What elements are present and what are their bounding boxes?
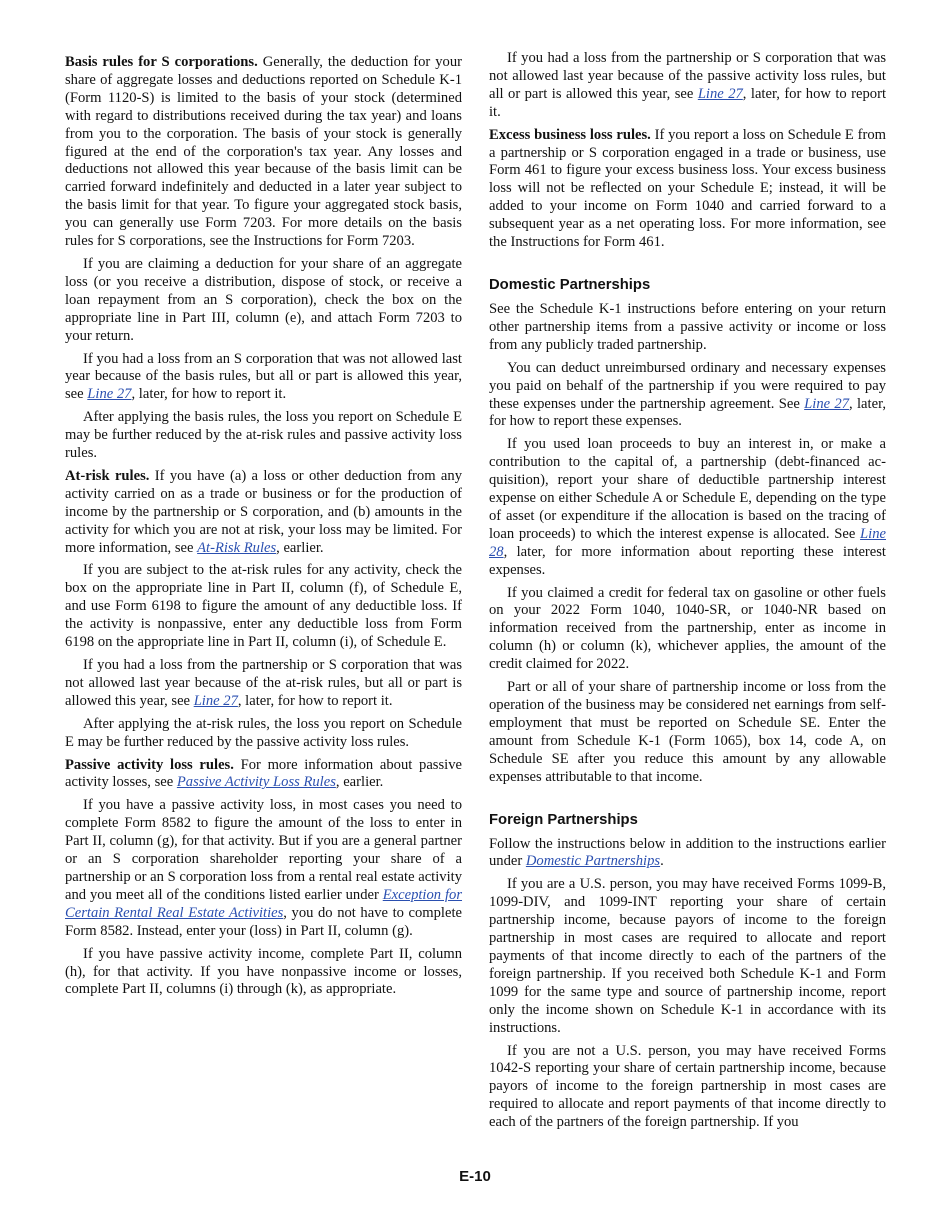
basis-loss-carryover-paragraph: If you had a loss from an S corporation that was not allowed last year because of the basis rules, but all or part is allowed this year, see Line 27, later, for how to report it. [65, 350, 462, 403]
self-employment-paragraph: Part or all of your share of partnership income or loss from the operation of the business may be considered net earnings from self-employment that must be reported on Schedule SE. Enter the amount from Schedule K-1 (Form 1065), box 14, code A, on Schedule SE after you reduce this amount by any allowable expenses attributable to that income. [489, 679, 886, 785]
loan-proceeds-paragraph: If you used loan proceeds to buy an interest in, or make a contribution to the capital of, a partnership (debt-financed acquisition), report your share of deductible partnership interest expense on either Schedule A or Schedule E, depending on the type of asset (or expenditure if the allocation is based on the tracing of loan proceeds) to which the interest expense is allocated. See Line 28, later, for more information about reporting these interest expenses. [489, 436, 886, 578]
unreimbursed-expenses-paragraph: You can deduct unreimbursed ordinary and necessary expenses you paid on behalf of the partnership if you were required to pay these expenses under the partnership agreement. See Line 27, later, for how to report these expenses. [489, 359, 886, 430]
at-risk-rules-heading: At-risk rules. [65, 467, 150, 484]
line-27-link[interactable]: Line 27 [697, 85, 743, 102]
us-person-paragraph: If you are a U.S. person, you may have received Forms 1099-B, 1099-DIV, and 1099-INT reporting your share of certain partnership income, because payors of income to the foreign partnership in most cases are required to allocate and report payments of that income directly to each of the partners of the foreign partnership. If you received both Schedule K-1 and Form 1099 for the same type and source of partnership income, report only the income shown on Schedule K-1 in accordance with its instructions. [489, 876, 886, 1036]
non-us-person-paragraph: If you are not a U.S. person, you may have received Forms 1042-S reporting your share of certain partnership income, because payors of income to the foreign partnership in most cases are required to allocate and report payments of that income directly to each of the partners of the foreign partnership. If you [489, 1042, 886, 1131]
basis-rules-heading: Basis rules for S corporations. [65, 54, 258, 70]
line-28-link[interactable]: Line 28 [489, 525, 886, 560]
at-risk-rules-paragraph: At-risk rules. If you have (a) a loss or other deduction from any activity carried on as a trade or business or for the production of income by the partnership or S corporation, and (b) amounts in the activity for which you are not at risk, your loss may be limited. For more information, see At-Risk Rules, earlier. [65, 467, 462, 556]
at-risk-loss-carryover-paragraph: If you had a loss from the partnership or S corporation that was not allowed last year because of the at-risk rules, but all or part is allowed this year, see Line 27, later, for how to report it. [65, 657, 462, 709]
domestic-partnerships-link[interactable]: Domestic Partnerships [525, 853, 661, 870]
form-8582-paragraph: If you have a passive activity loss, in most cases you need to complete Form 8582 to figure the amount of the loss to enter in Part II, column (g), for that activity. But if you are a general partner or an S corporation shareholder reporting your share of a partnership or an S corporation loss from a rental real estate activity and you meet all of the conditions listed earlier under Exception for Certain Rental Real Estate Activities, you do not have to complete Form 8582. Instead, enter your (loss) in Part II, column (g). [65, 797, 463, 939]
at-risk-rules-link[interactable]: At-Risk Rules [197, 539, 277, 556]
at-risk-check-box-paragraph: If you are subject to the at-risk rules for any activity, check the box on the appropriate line in Part II, column (f), of Schedule E, and use Form 6198 to figure the amount of any deductible loss. If the activity is nonpassive, enter any deductible loss from Form 6198 on the appropriate line in Part II, column (i), of Schedule E. [65, 562, 462, 651]
aggregate-loss-paragraph: If you are claiming a deduction for your share of an aggregate loss (or you receive a distribution, dispose of stock, or receive a loan repayment from an S corporation), check the box on the appropriate line in Part III, column (e), and attach Form 7203 to your return. [65, 255, 462, 344]
right-column [489, 50, 886, 1137]
line-27-link[interactable]: Line 27 [87, 386, 132, 403]
line-27-link[interactable]: Line 27 [193, 692, 238, 709]
excess-business-loss-paragraph: Excess business loss rules. If you report a loss on Schedule E from a partnership or S corporation engaged in a trade or business, use Form 461 to figure your excess business loss. Your excess business loss will not be reflected on your Schedule E; instead, it will be added to your income on Form 1040 and carried forward to a subsequent year as a net operating loss. For more information, see the Instructions for Form 461. [489, 126, 887, 251]
passive-income-paragraph: If you have passive activity income, complete Part II, column (h), for that activity. If you have nonpassive income or losses, complete Part II, columns (i) through (k), as appropriate. [65, 945, 462, 998]
passive-activity-heading: Passive activity loss rules. [65, 756, 234, 773]
foreign-intro-paragraph: Follow the instructions below in addition to the instructions earlier under Domestic Partnerships. [489, 835, 886, 870]
after-basis-rules-paragraph: After applying the basis rules, the loss you report on Schedule E may be further reduced by the at-risk rules and passive activity loss rules. [65, 409, 462, 462]
passive-activity-loss-rules-link[interactable]: Passive Activity Loss Rules [176, 774, 336, 791]
page-number: E-10 [459, 1168, 491, 1185]
schedule-k1-instructions-paragraph: See the Schedule K-1 instructions before entering on your return other partnership items from a passive activity or income or loss from any publicly traded partnership. [489, 300, 886, 353]
foreign-partnerships-heading: Foreign Partnerships [489, 811, 638, 828]
basis-rules-paragraph: Basis rules for S corporations. Generally, the deduction for your share of aggregate losses and deductions reported on Schedule K-1 (Form 1120-S) is limited to the basis of your stock (determined with regard to distributions received during the tax year) and loans from you to the corporation. The basis of your stock is generally figured at the end of the corporation's tax year. Any losses and deductions not allowed this year because of the basis limit can be carried forward indefinitely and deducted in a later year subject to the basis limit for that year. To figure your aggregated stock basis, you can generally use Form 7203. For more details on the basis rules for S corporations, see the Instructions for Form 7203. [65, 54, 462, 250]
rental-real-estate-exception-link[interactable]: Exception for Certain Rental Real Estate Activities [65, 886, 463, 921]
passive-activity-paragraph: Passive activity loss rules. For more information about passive activity losses, see Passive Activity Loss Rules, earlier. [65, 756, 462, 791]
line-27-link[interactable]: Line 27 [804, 395, 850, 412]
domestic-partnerships-heading: Domestic Partnerships [489, 276, 651, 293]
passive-loss-carryover-paragraph: If you had a loss from the partnership or S corporation that was not allowed last year because of the passive activity loss rules, but all or part is allowed this year, see Line 27, later, for how to report it. [489, 50, 886, 120]
left-column [65, 54, 462, 1004]
excess-business-loss-heading: Excess business loss rules. [489, 126, 651, 143]
after-at-risk-rules-paragraph: After applying the at-risk rules, the loss you report on Schedule E may be further reduced by the passive activity loss rules. [65, 715, 462, 750]
fuel-credit-paragraph: If you claimed a credit for federal tax on gasoline or other fuels on your 2022 Form 1040, 1040-SR, or 1040-NR based on information received from the partnership, enter as income in column (h) or column (k), whichever applies, the amount of the credit claimed for 2022. [489, 584, 886, 673]
